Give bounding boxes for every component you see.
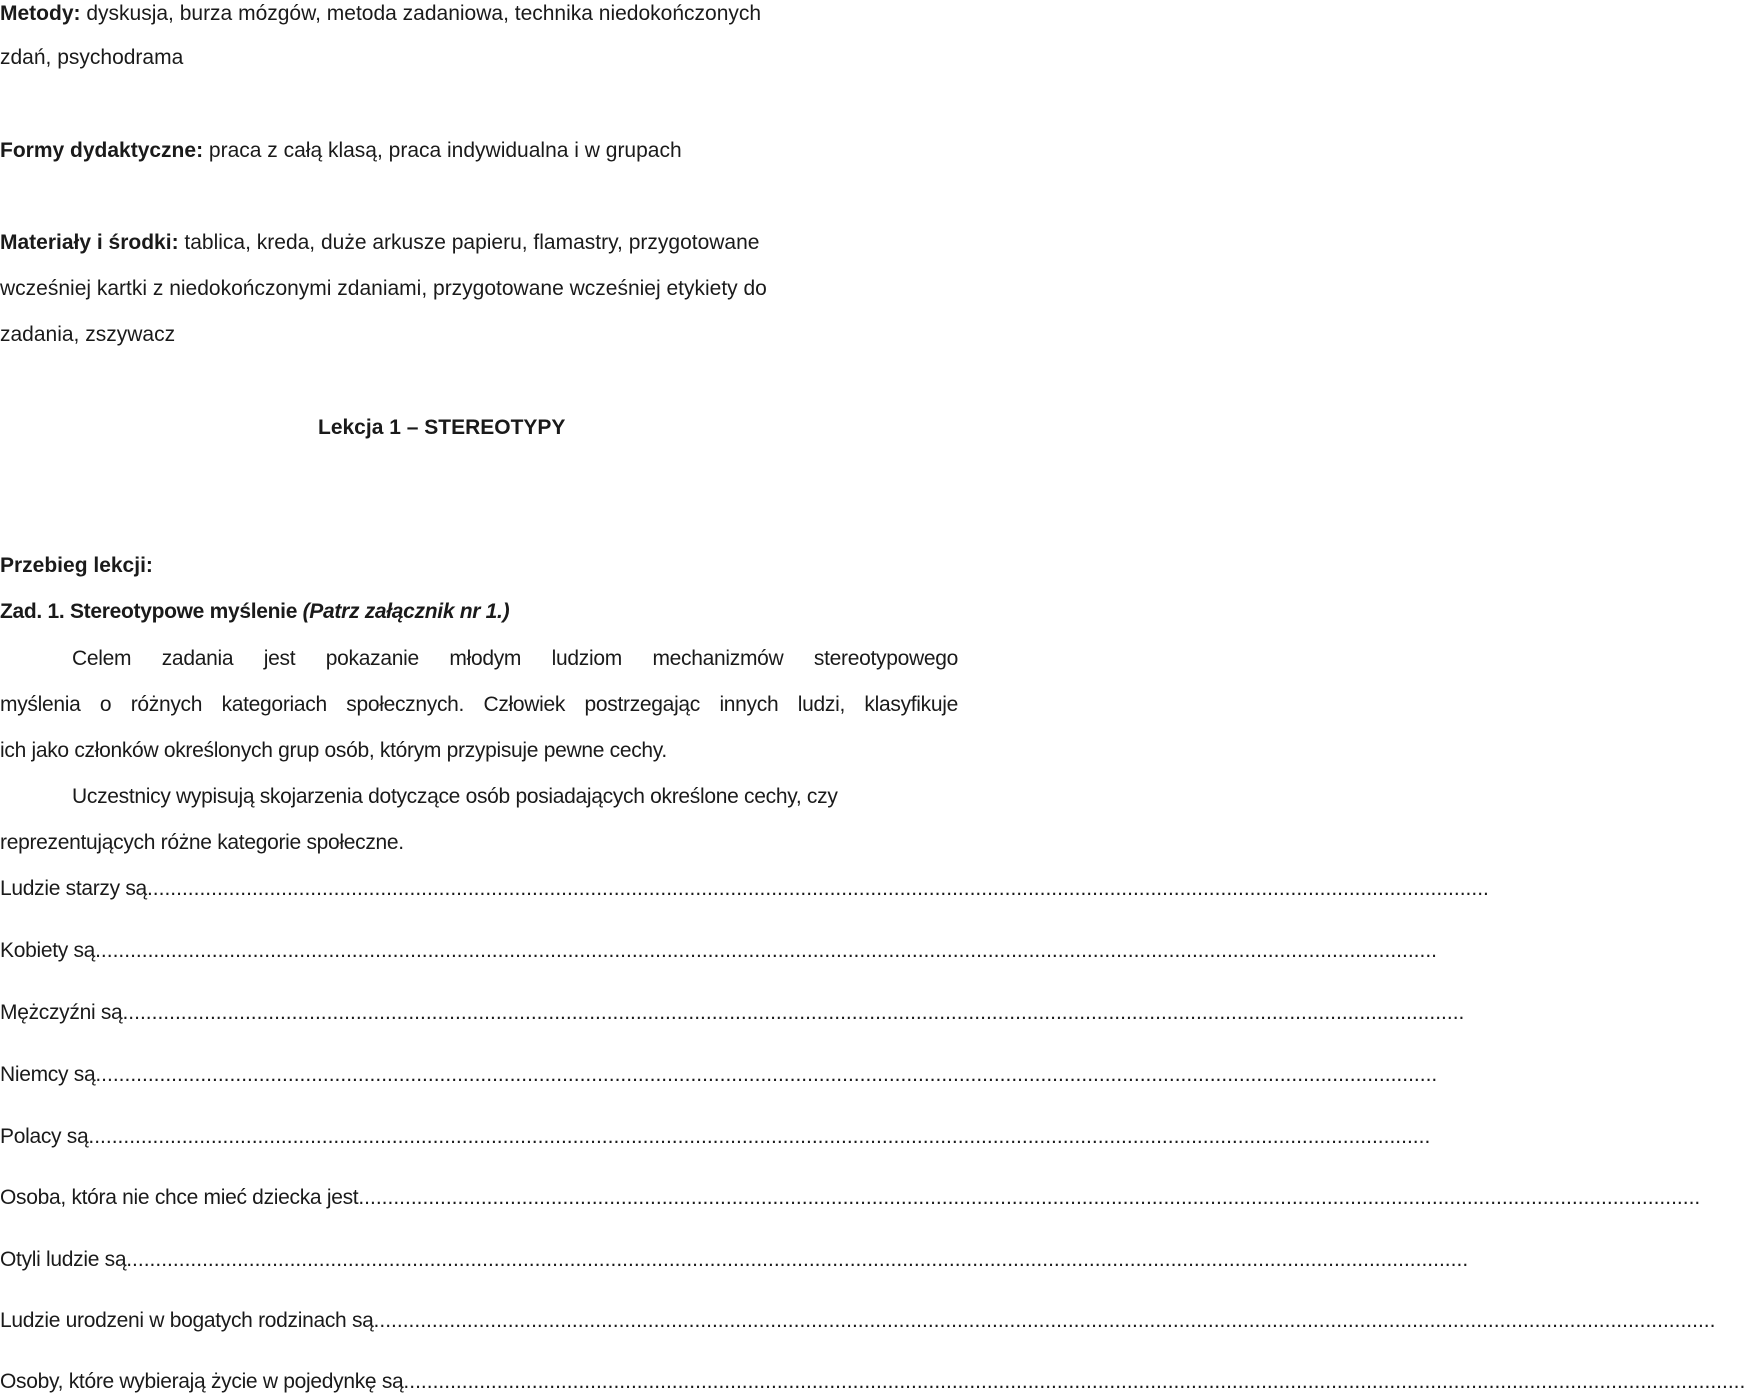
prompt-label: Kobiety są (0, 939, 96, 962)
task-para2-line1: Uczestnicy wypisują skojarzenia dotyczące osób posiadających określone cechy, czy (72, 785, 838, 808)
prompt-poles (0, 1123, 1431, 1151)
materials-line-1 (0, 229, 759, 257)
task-title (0, 598, 509, 626)
materials-line-3 (0, 321, 175, 349)
task-para1-line1: Celem zadania jest pokazanie młodym ludziom mechanizmów stereotypowego (72, 647, 958, 670)
answer-blank[interactable]: ...................................................................................................................................................................................................................................... (122, 1001, 1465, 1024)
prompt-label: Ludzie starzy są (0, 877, 147, 900)
prompt-label: Osoba, która nie chce mieć dziecka jest (0, 1186, 359, 1209)
prompt-women (0, 937, 1437, 965)
task-title-bold: Zad. 1. Stereotypowe myślenie (0, 600, 303, 623)
materials-text-3: zadania, zszywacz (0, 323, 176, 346)
methods-label: Metody: (0, 2, 81, 25)
answer-blank[interactable]: ...................................................................................................................................................................................................................................... (95, 1063, 1438, 1086)
prompt-single-life (0, 1368, 1745, 1396)
forms-line (0, 137, 682, 165)
prompt-obese (0, 1246, 1469, 1274)
prompt-men (0, 999, 1465, 1027)
forms-text: praca z całą klasą, praca indywidualna i w grupach (203, 139, 682, 162)
prompt-germans (0, 1061, 1438, 1089)
answer-blank[interactable]: ...................................................................................................................................................................................................................................... (88, 1125, 1431, 1148)
materials-text-2: wcześniej kartki z niedokończonymi zdaniami, przygotowane wcześniej etykiety do (0, 277, 767, 300)
task-para1-line2: myślenia o różnych kategoriach społecznych. Człowiek postrzegając innych ludzi, klasyfikuje (0, 693, 958, 716)
forms-label: Formy dydaktyczne: (0, 139, 204, 162)
answer-blank[interactable]: ...................................................................................................................................................................................................................................... (126, 1248, 1469, 1271)
methods-text-1: dyskusja, burza mózgów, metoda zadaniowa, technika niedokończonych (80, 2, 762, 25)
answer-blank[interactable]: ...................................................................................................................................................................................................................................... (95, 939, 1437, 962)
prompt-label: Niemcy są (0, 1063, 96, 1086)
progress-heading: Przebieg lekcji: (0, 554, 153, 577)
answer-blank[interactable]: ...................................................................................................................................................................................................................................... (358, 1186, 1701, 1209)
answer-blank[interactable]: ...................................................................................................................................................................................................................................... (146, 877, 1489, 900)
prompt-childless (0, 1184, 1701, 1212)
prompt-old-people (0, 875, 1489, 903)
lesson-title: Lekcja 1 – STEREOTYPY (318, 416, 566, 439)
materials-line-2 (0, 275, 767, 303)
materials-text-1: tablica, kreda, duże arkusze papieru, flamastry, przygotowane (178, 231, 760, 254)
methods-text-2: zdań, psychodrama (0, 46, 184, 69)
prompt-label: Mężczyźni są (0, 1001, 123, 1024)
prompt-rich-families (0, 1307, 1716, 1335)
prompt-label: Polacy są (0, 1125, 89, 1148)
task-para1-line3: ich jako członków określonych grup osób, którym przypisuje pewne cechy. (0, 739, 667, 762)
methods-line-1 (0, 0, 761, 28)
materials-label: Materiały i środki: (0, 231, 179, 254)
prompt-label: Otyli ludzie są (0, 1248, 127, 1271)
task-para2-line2: reprezentujących różne kategorie społeczne. (0, 831, 404, 854)
task-title-italic: (Patrz załącznik nr 1.) (302, 600, 510, 623)
methods-line-2 (0, 44, 183, 72)
answer-blank[interactable]: ...................................................................................................................................................................................................................................... (403, 1370, 1745, 1393)
prompt-label: Osoby, które wybierają życie w pojedynkę są (0, 1370, 404, 1393)
answer-blank[interactable]: ...................................................................................................................................................................................................................................... (373, 1309, 1716, 1332)
prompt-label: Ludzie urodzeni w bogatych rodzinach są (0, 1309, 374, 1332)
